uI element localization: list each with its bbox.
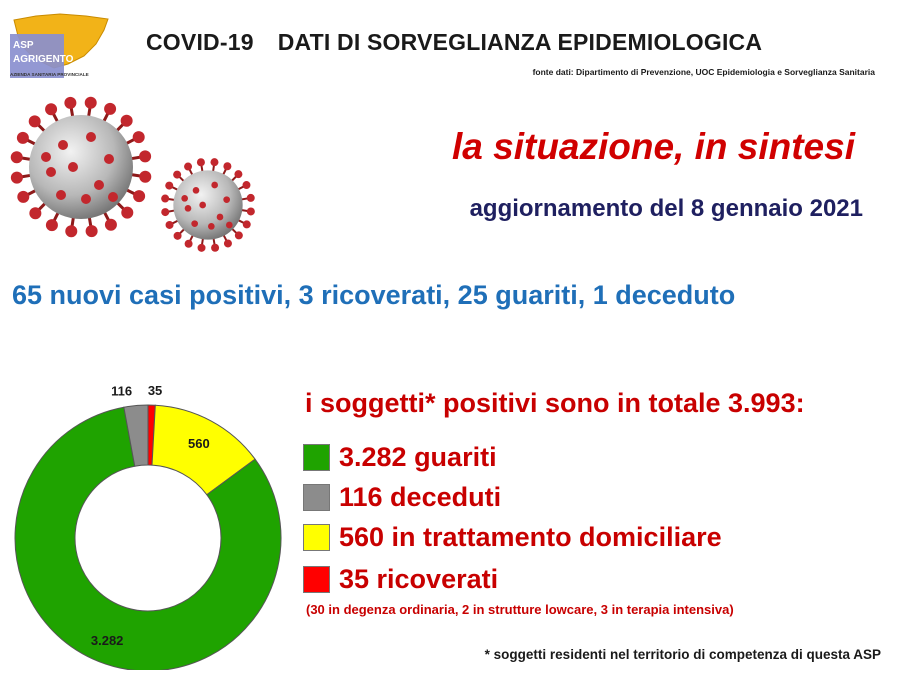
logo-line2: AGRIGENTO	[13, 54, 74, 65]
title-surveillance: DATI DI SORVEGLIANZA EPIDEMIOLOGICA	[277, 29, 763, 55]
page-title	[146, 29, 762, 56]
legend-swatch	[303, 484, 330, 511]
legend-item-deceduti	[303, 481, 501, 513]
legend-item-ricoverati	[303, 563, 498, 595]
coronavirus-illustration-small	[158, 155, 258, 255]
legend-item-guariti	[303, 441, 497, 473]
donut-label-ricoverati: 35	[147, 383, 163, 399]
update-date: aggiornamento del 8 gennaio 2021	[469, 195, 863, 222]
donut-label-deceduti: 116	[111, 383, 133, 399]
logo-line1: ASP	[13, 40, 34, 51]
legend-label: 3.282 guariti	[339, 441, 497, 472]
legend-swatch	[303, 444, 330, 471]
legend-label: 116 deceduti	[339, 481, 502, 512]
headline: la situazione, in sintesi	[452, 126, 855, 167]
footnote: * soggetti residenti nel territorio di competenza di questa ASP	[484, 647, 881, 662]
title-covid: COVID-19	[146, 29, 254, 55]
legend-swatch	[303, 566, 330, 593]
data-source: fonte dati: Dipartimento di Prevenzione, UOC Epidemiologia e Sorveglianza Sanitaria	[532, 67, 875, 77]
legend-swatch	[303, 524, 330, 551]
legend-item-domiciliare	[303, 521, 722, 553]
donut-chart	[0, 350, 320, 670]
donut-label-guariti: 3.282	[90, 633, 124, 649]
logo-tagline: AZIENDA SANITARIA PROVINCIALE	[10, 72, 89, 77]
legend-label: 35 ricoverati	[339, 563, 499, 594]
legend-label: 560 in trattamento domiciliare	[339, 521, 722, 552]
donut-label-domiciliare: 560	[188, 435, 210, 451]
coronavirus-illustration-large	[6, 92, 156, 242]
hospitalization-note: (30 in degenza ordinaria, 2 in strutture lowcare, 3 in terapia intensiva)	[306, 602, 734, 617]
daily-summary: 65 nuovi casi positivi, 3 ricoverati, 25 guariti, 1 deceduto	[12, 280, 736, 310]
asp-agrigento-logo	[8, 10, 112, 80]
total-positives: i soggetti* positivi sono in totale 3.993:	[305, 388, 805, 418]
